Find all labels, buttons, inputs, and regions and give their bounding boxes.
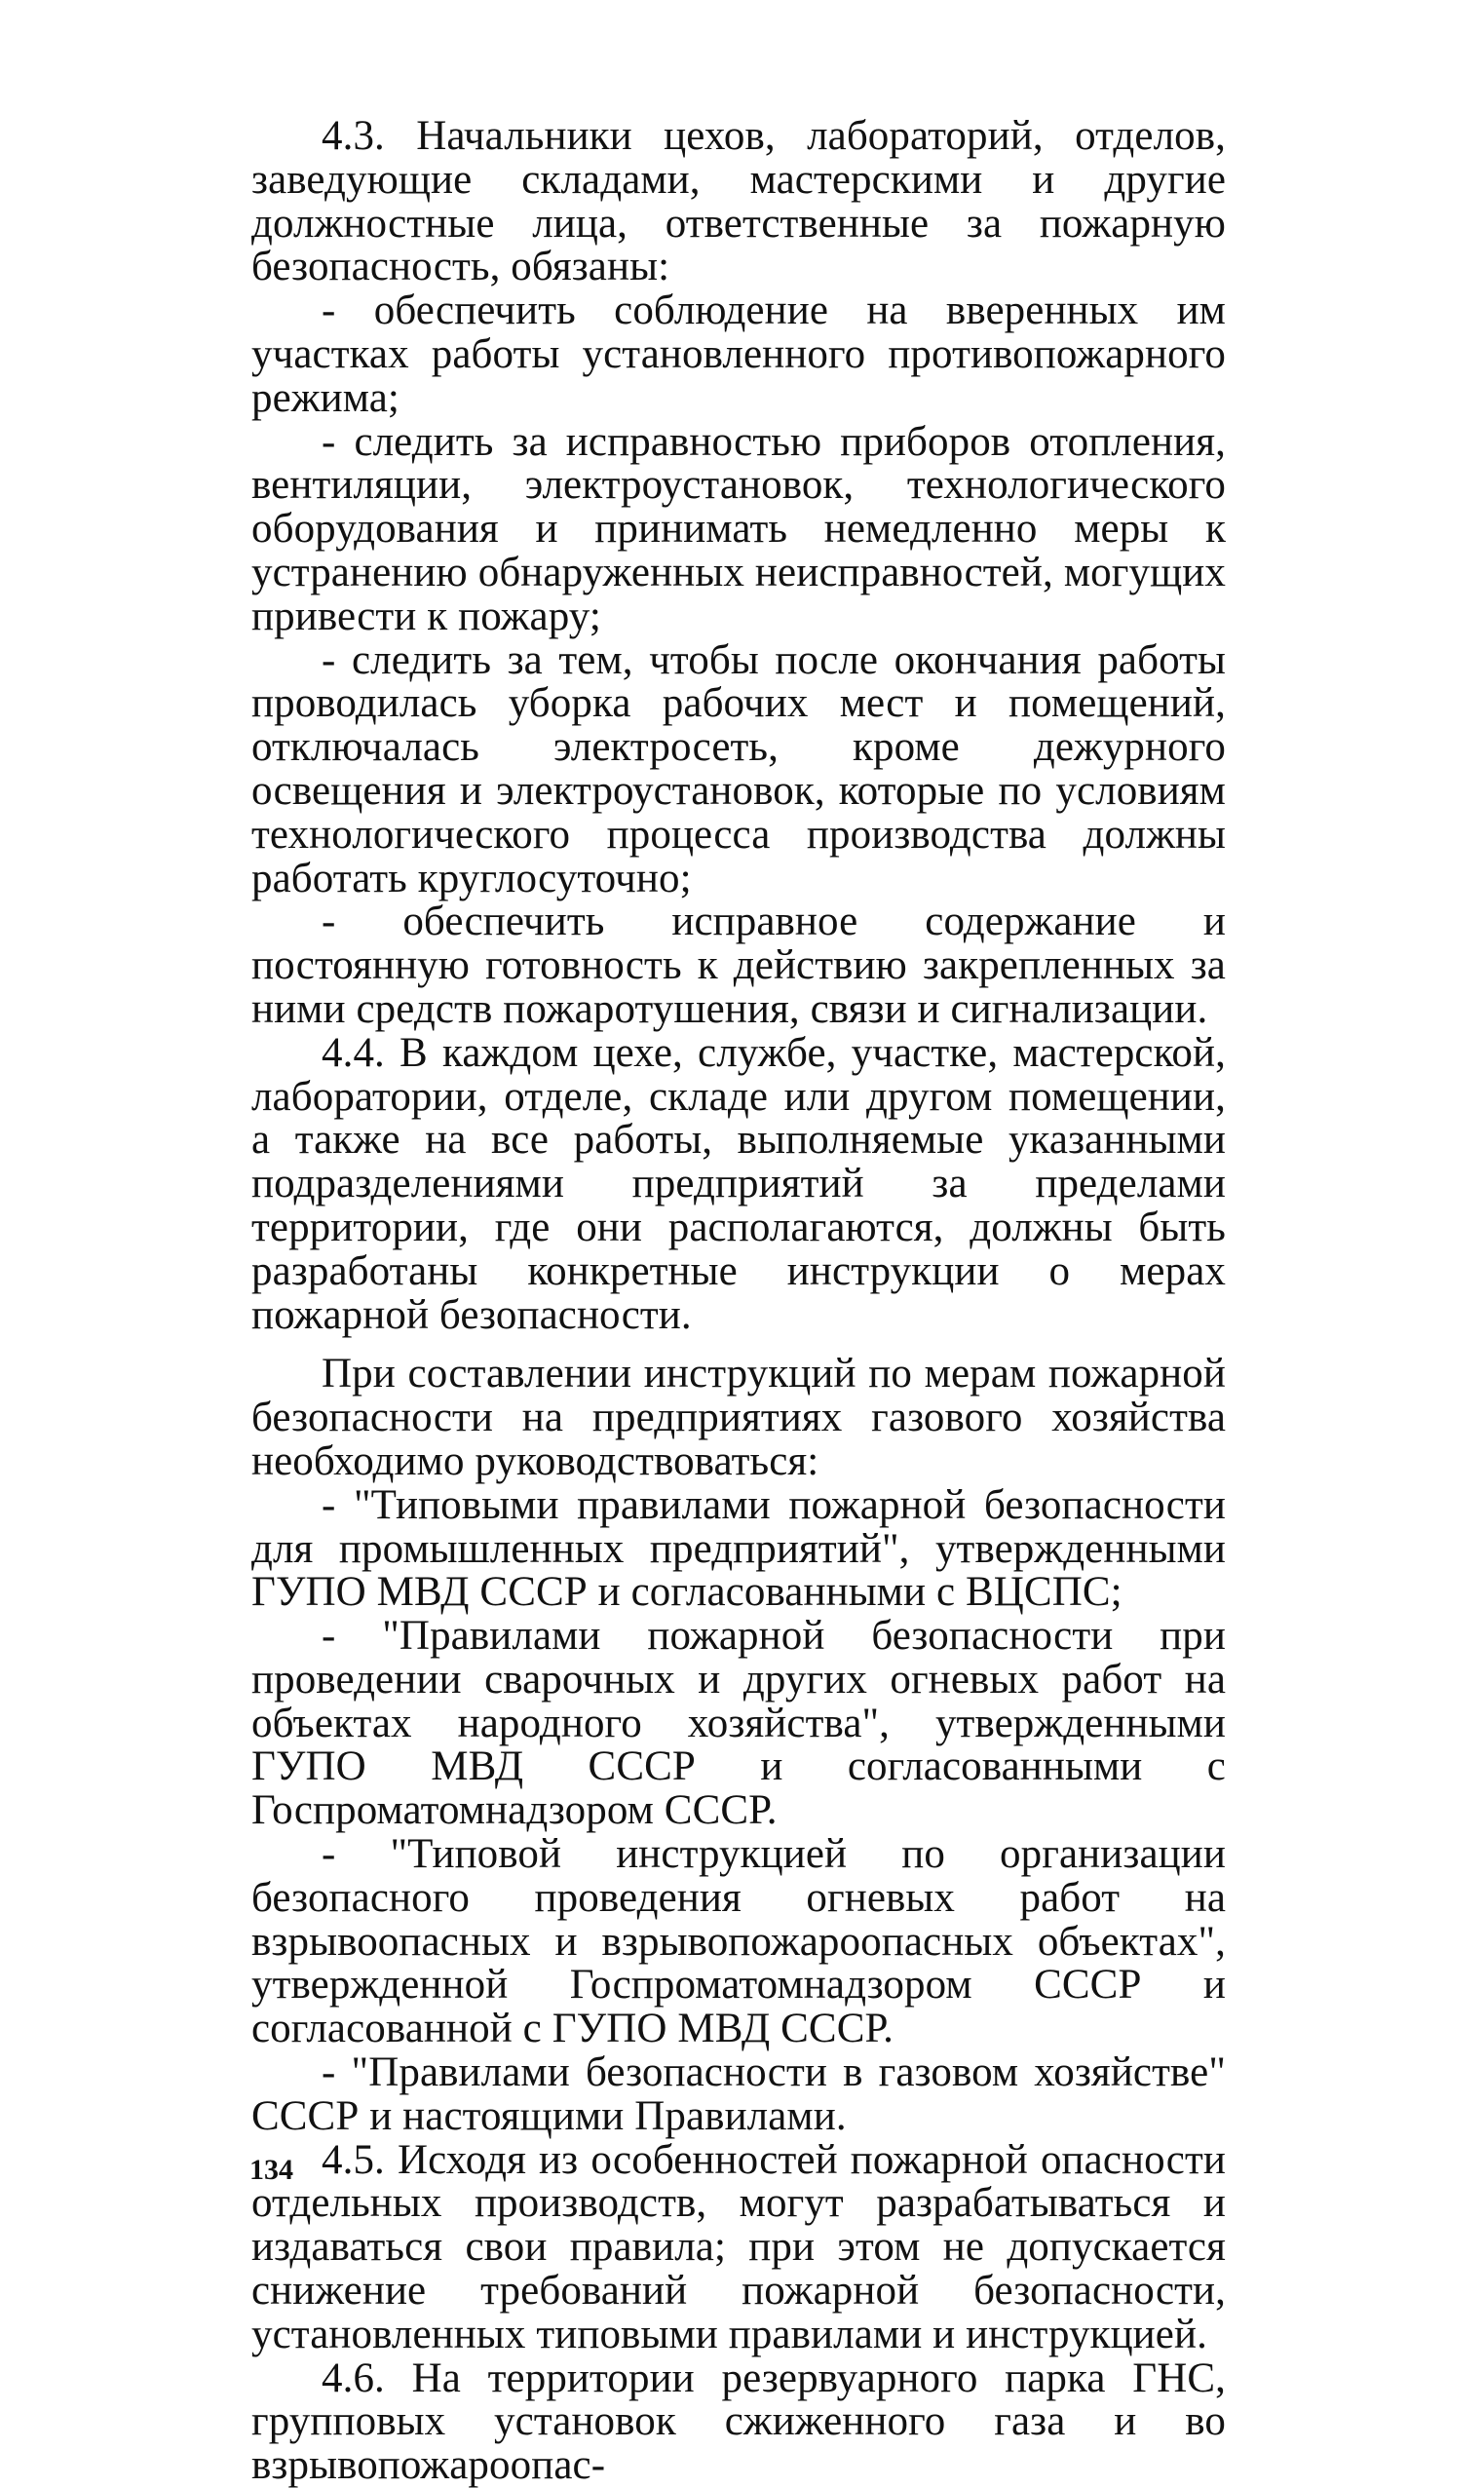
paragraph-4-5: 4.5. Исходя из особенностей пожарной опасности отдельных производств, могут разрабатываться и издаваться свои правила; при этом не допускается снижение требований пожарной безопасности, установленных типовыми правилами и инструкцией. (251, 2136, 1226, 2357)
paragraph-4-6: 4.6. На территории резервуарного парка ГНС, групповых установок сжиженного газа и во взрывопожароопас- (251, 2354, 1226, 2488)
list-item-firefighting-readiness: - обеспечить исправное содержание и постоянную готовность к действию закрепленных за ними средств пожаротушения, связи и сигнализации. (251, 899, 1226, 1032)
list-item-cleanup-after-work: - следить за тем, чтобы после окончания работы проводилась уборка рабочих мест и помещений, отключалась электросеть, кроме дежурного освещения и электроустановок, которые по условиям технологического процесса производства должны работать круглосуточно; (251, 636, 1226, 901)
paragraph-4-4: 4.4. В каждом цехе, службе, участке, мастерской, лаборатории, отделе, складе или другом помещении, а также на все работы, выполняемые указанными подразделениями предприятий за пределами территории, где они располагаются, должны быть разработаны конкретные инструкции о мерах пожарной безопасности. (251, 1029, 1226, 1338)
paragraph-4-3: 4.3. Начальники цехов, лабораторий, отделов, заведующие складами, мастерскими и другие должностные лица, ответственные за пожарную безопасность, обязаны: (251, 113, 1226, 290)
list-item-monitor-equipment: - следить за исправностью приборов отопления, вентиляции, электроустановок, технологического оборудования и принимать немедленно меры к устранению обнаруженных неисправностей, могущих привести к пожару; (251, 418, 1226, 639)
list-item-ensure-regime: - обеспечить соблюдение на вверенных им участках работы установленного противопожарного режима; (251, 287, 1226, 421)
page-number: 134 (249, 2154, 293, 2186)
list-item-welding-rules: - "Правилами пожарной безопасности при проведении сварочных и других огневых работ на объектах народного хозяйства", утвержденными ГУПО МВД СССР и согласованными с Госпроматомнадзором СССР. (251, 1613, 1226, 1834)
document-body (251, 115, 1226, 2488)
list-item-typical-rules: - "Типовыми правилами пожарной безопасности для промышленных предприятий", утвержденными ГУПО МВД СССР и согласованными с ВЦСПС; (251, 1481, 1226, 1616)
list-item-gas-safety-rules: - "Правилами безопасности в газовом хозяйстве" СССР и настоящими Правилами. (251, 2049, 1226, 2139)
list-item-typical-instruction: - "Типовой инструкцией по организации безопасного проведения огневых работ на взрывоопасных и взрывопожароопасных объектах", утвержденной Госпроматомнадзором СССР и согласованной с ГУПО МВД СССР. (251, 1831, 1226, 2052)
paragraph-instructions-intro: При составлении инструкций по мерам пожарной безопасности на предприятиях газового хозяйства необходимо руководствоваться: (251, 1351, 1226, 1484)
